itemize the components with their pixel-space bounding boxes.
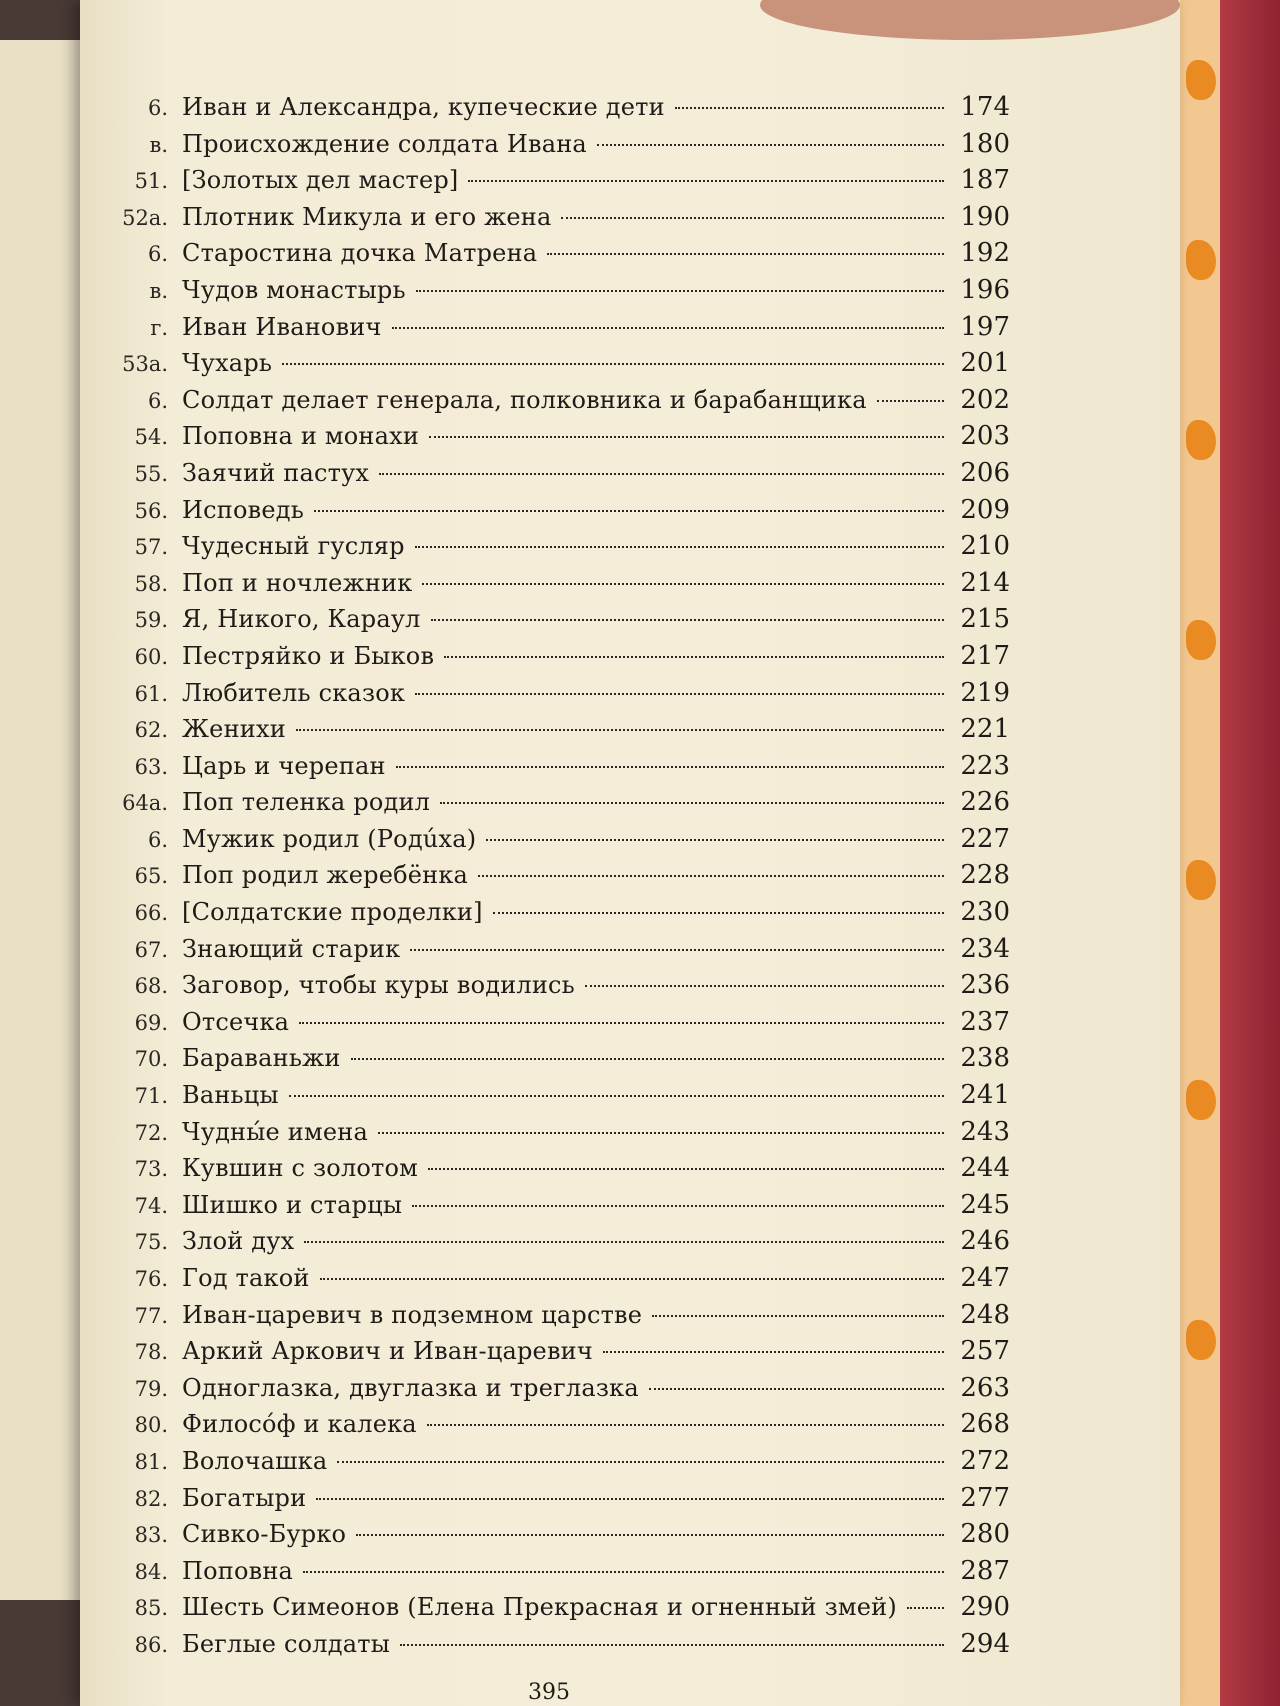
entry-title: Год такой (182, 1264, 310, 1292)
entry-number: 73. (134, 1157, 168, 1182)
toc-entry (110, 1190, 1010, 1227)
toc-entry (110, 1373, 1010, 1410)
dot-leader (379, 473, 944, 475)
entry-title: Старостина дочка Матрена (182, 239, 538, 268)
toc-entry (110, 1226, 1010, 1263)
entry-title: Аркий Аркович и Иван-царевич (182, 1337, 593, 1366)
cover-ornament (1186, 1320, 1216, 1360)
toc-entry (110, 970, 1010, 1007)
entry-page-number: 245 (960, 1189, 1010, 1220)
entry-number: 57. (134, 535, 168, 560)
dot-leader (412, 1205, 944, 1207)
entry-number: 6. (147, 96, 168, 120)
entry-page-number: 236 (960, 970, 1010, 1001)
dot-leader (478, 875, 944, 877)
entry-number: 75. (134, 1230, 168, 1255)
dot-leader (296, 729, 944, 731)
entry-number: 85. (134, 1596, 168, 1621)
entry-page-number: 209 (960, 494, 1010, 525)
toc-entry (110, 934, 1010, 971)
dot-leader (396, 766, 944, 768)
entry-number: 55. (134, 461, 168, 486)
cover-ornament (1186, 620, 1216, 660)
dot-leader (877, 400, 944, 402)
toc-entry (110, 1592, 1010, 1629)
dot-leader (652, 1315, 944, 1317)
entry-page-number: 230 (960, 897, 1010, 928)
entry-page-number: 197 (960, 311, 1010, 342)
dot-leader (597, 144, 944, 146)
entry-page-number: 287 (960, 1555, 1010, 1586)
entry-page-number: 294 (960, 1628, 1010, 1659)
toc-entry (110, 1446, 1010, 1483)
entry-title: Поповна и монахи (182, 422, 420, 451)
dot-leader (415, 546, 944, 548)
entry-page-number: 268 (960, 1409, 1010, 1440)
entry-number: 83. (134, 1523, 168, 1548)
entry-page-number: 192 (960, 238, 1010, 269)
dot-leader (486, 839, 944, 841)
entry-number: 76. (134, 1267, 168, 1291)
dot-leader (316, 1498, 944, 1500)
toc-entry (110, 129, 1010, 166)
toc-entry (110, 531, 1010, 568)
entry-page-number: 272 (960, 1445, 1010, 1476)
cover-ornament (1186, 860, 1216, 900)
dot-leader (428, 1168, 944, 1170)
entry-title: Иван Иванович (182, 312, 382, 341)
entry-number: 71. (134, 1084, 168, 1109)
entry-title: Поп родил жеребёнка (182, 861, 469, 890)
entry-title: Шесть Симеонов (Елена Прекрасная и огненный змей) (182, 1593, 897, 1622)
entry-page-number: 290 (960, 1592, 1010, 1623)
entry-page-number: 196 (960, 274, 1010, 305)
toc-entry (110, 275, 1010, 312)
entry-page-number: 187 (960, 165, 1010, 196)
cover-ornament (1186, 60, 1216, 100)
entry-number: 86. (134, 1632, 168, 1657)
entry-title: [Золотых дел мастер] (182, 166, 459, 195)
entry-title: Филосо́ф и калека (182, 1410, 417, 1439)
entry-title: Солдат делает генерала, полковника и барабанщика (182, 385, 867, 414)
entry-title: Ваньцы (182, 1081, 279, 1110)
entry-number: 6. (147, 827, 168, 852)
entry-page-number: 206 (960, 457, 1010, 488)
cover-ornament (1186, 420, 1216, 460)
entry-title: Исповедь (182, 495, 304, 524)
entry-number: г. (150, 315, 168, 340)
entry-page-number: 210 (960, 531, 1010, 562)
entry-number: 70. (134, 1047, 168, 1072)
entry-page-number: 219 (960, 677, 1010, 708)
entry-title: Кувшин с золотом (182, 1154, 419, 1183)
entry-number: 81. (134, 1449, 168, 1474)
entry-number: 65. (134, 864, 168, 889)
entry-title: Поп и ночлежник (182, 568, 413, 597)
dot-leader (427, 1424, 944, 1426)
dot-leader (351, 1058, 944, 1060)
toc-entry (110, 238, 1010, 275)
entry-page-number: 246 (960, 1226, 1010, 1257)
entry-title: Заячий пастух (182, 458, 370, 487)
entry-number: 67. (134, 937, 168, 962)
toc-entry (110, 458, 1010, 495)
dot-leader (907, 1607, 944, 1609)
entry-number: 61. (134, 681, 168, 706)
entry-page-number: 214 (960, 567, 1010, 598)
entry-number: 60. (134, 644, 168, 669)
entry-number: 6. (147, 388, 168, 413)
dot-leader (378, 1132, 944, 1134)
dot-leader (410, 949, 944, 951)
toc-entry (110, 824, 1010, 861)
entry-number: 51. (134, 169, 168, 194)
dot-leader (392, 327, 944, 329)
toc-entry (110, 1117, 1010, 1154)
toc-entry (110, 421, 1010, 458)
entry-number: в. (149, 132, 168, 157)
toc-entry (110, 641, 1010, 678)
entry-title: Шишко и старцы (182, 1190, 403, 1219)
entry-title: Происхождение солдата Ивана (182, 129, 587, 158)
dot-leader (415, 693, 944, 695)
entry-title: Знающий старик (182, 934, 401, 963)
cover-spine-band (1220, 0, 1280, 1706)
entry-page-number: 221 (960, 714, 1010, 745)
dot-leader (468, 180, 944, 182)
dot-leader (444, 656, 944, 658)
entry-title: Поп теленка родил (182, 788, 431, 817)
toc-entry (110, 1007, 1010, 1044)
toc-entry (110, 1409, 1010, 1446)
entry-page-number: 280 (960, 1519, 1010, 1550)
cover-ornament (1186, 240, 1216, 280)
entry-page-number: 241 (960, 1080, 1010, 1111)
entry-title: [Солдатские проделки] (182, 898, 483, 927)
entry-page-number: 277 (960, 1482, 1010, 1513)
toc-entry (110, 1263, 1010, 1300)
entry-title: Богатыри (182, 1483, 307, 1512)
book-cover-edge (1180, 0, 1280, 1706)
toc-entry (110, 568, 1010, 605)
entry-page-number: 202 (960, 384, 1010, 415)
entry-number: 64а. (122, 791, 168, 816)
entry-page-number: 180 (960, 128, 1010, 159)
dot-leader (337, 1461, 944, 1463)
entry-title: Любитель сказок (182, 678, 406, 707)
entry-page-number: 243 (960, 1116, 1010, 1147)
dot-leader (603, 1351, 944, 1353)
dot-leader (314, 510, 944, 512)
toc-entry (110, 1629, 1010, 1666)
entry-page-number: 217 (960, 640, 1010, 671)
entry-number: 62. (134, 718, 168, 743)
dot-leader (400, 1644, 944, 1646)
toc-entry (110, 92, 1010, 129)
entry-number: 53а. (122, 352, 168, 377)
entry-page-number: 248 (960, 1299, 1010, 1330)
dot-leader (422, 583, 944, 585)
dot-leader (440, 802, 944, 804)
dot-leader (304, 1241, 944, 1243)
dot-leader (585, 985, 944, 987)
toc-entry (110, 1556, 1010, 1593)
toc-entry (110, 385, 1010, 422)
entry-title: Царь и черепан (182, 751, 386, 780)
entry-number: 52а. (122, 205, 168, 230)
entry-number: 79. (134, 1376, 168, 1401)
cover-ornament (1186, 1080, 1216, 1120)
dot-leader (429, 436, 944, 438)
toc-entry (110, 1080, 1010, 1117)
entry-title: Я, Никого, Караул (182, 605, 421, 634)
entry-title: Заговор, чтобы куры водились (182, 971, 575, 1000)
entry-number: 68. (134, 974, 168, 999)
dot-leader (649, 1388, 944, 1390)
entry-title: Злой дух (182, 1227, 295, 1256)
entry-number: 69. (134, 1010, 168, 1035)
dot-leader (299, 1022, 944, 1024)
entry-title: Отсечка (182, 1007, 290, 1036)
entry-number: 56. (134, 498, 168, 523)
entry-number: 54. (134, 425, 168, 450)
entry-title: Одноглазка, двуглазка и треглазка (182, 1373, 639, 1402)
toc-entry (110, 1519, 1010, 1556)
entry-title: Женихи (182, 715, 286, 744)
entry-title: Сивко-Бурко (182, 1520, 347, 1549)
entry-title: Иван и Александра, купеческие дети (182, 93, 665, 121)
dot-leader (416, 290, 944, 292)
table-of-contents (110, 92, 1010, 1666)
toc-entry (110, 678, 1010, 715)
toc-entry (110, 165, 1010, 202)
entry-number: 66. (134, 901, 168, 926)
toc-entry (110, 495, 1010, 532)
toc-entry (110, 897, 1010, 934)
entry-title: Чудов монастырь (182, 275, 406, 304)
dot-leader (289, 1095, 944, 1097)
entry-title: Беглые солдаты (182, 1629, 390, 1658)
toc-entry (110, 348, 1010, 385)
entry-title: Волочашка (182, 1446, 328, 1475)
entry-number: 74. (134, 1193, 168, 1218)
toc-entry (110, 787, 1010, 824)
dot-leader (493, 912, 944, 914)
entry-number: в. (149, 278, 168, 303)
dot-leader (561, 217, 944, 219)
toc-entry (110, 1043, 1010, 1080)
entry-page-number: 227 (960, 823, 1010, 854)
entry-page-number: 228 (960, 860, 1010, 891)
entry-number: 6. (147, 242, 168, 267)
entry-number: 84. (134, 1559, 168, 1584)
dot-leader (356, 1534, 944, 1536)
entry-page-number: 223 (960, 750, 1010, 781)
dot-leader (547, 253, 944, 255)
entry-title: Чухарь (182, 349, 273, 378)
entry-number: 72. (134, 1120, 168, 1145)
entry-number: 77. (134, 1303, 168, 1328)
entry-title: Бараваньжи (182, 1044, 341, 1073)
entry-number: 82. (134, 1486, 168, 1511)
dot-leader (675, 107, 944, 109)
dot-leader (282, 363, 944, 365)
toc-entry (110, 714, 1010, 751)
toc-entry (110, 1483, 1010, 1520)
dot-leader (431, 619, 944, 621)
entry-page-number: 244 (960, 1153, 1010, 1184)
toc-entry (110, 1300, 1010, 1337)
toc-entry (110, 1153, 1010, 1190)
entry-page-number: 201 (960, 348, 1010, 379)
entry-title: Чудесный гусляр (182, 532, 405, 561)
entry-title: Чудны́е имена (182, 1117, 368, 1146)
entry-title: Мужик родил (Родúха) (182, 824, 477, 853)
dot-leader (303, 1571, 944, 1573)
entry-title: Поповна (182, 1556, 294, 1585)
page-number: 395 (528, 1680, 570, 1705)
entry-page-number: 190 (960, 201, 1010, 232)
entry-number: 78. (134, 1340, 168, 1365)
entry-number: 59. (134, 608, 168, 633)
entry-page-number: 226 (960, 787, 1010, 818)
entry-page-number: 215 (960, 604, 1010, 635)
entry-number: 63. (134, 754, 168, 779)
entry-page-number: 257 (960, 1336, 1010, 1367)
entry-number: 58. (134, 571, 168, 596)
toc-entry (110, 604, 1010, 641)
entry-page-number: 203 (960, 421, 1010, 452)
entry-title: Иван-царевич в подземном царстве (182, 1300, 643, 1329)
entry-page-number: 247 (960, 1263, 1010, 1293)
dot-leader (320, 1278, 944, 1280)
toc-entry (110, 1336, 1010, 1373)
toc-entry (110, 202, 1010, 239)
entry-title: Плотник Микула и его жена (182, 202, 552, 231)
entry-page-number: 234 (960, 933, 1010, 964)
toc-entry (110, 312, 1010, 349)
entry-page-number: 174 (960, 92, 1010, 122)
entry-number: 80. (134, 1413, 168, 1438)
entry-title: Пестряйко и Быков (182, 641, 435, 670)
entry-page-number: 237 (960, 1006, 1010, 1037)
toc-entry (110, 860, 1010, 897)
toc-entry (110, 751, 1010, 788)
entry-page-number: 238 (960, 1043, 1010, 1074)
entry-page-number: 263 (960, 1372, 1010, 1403)
